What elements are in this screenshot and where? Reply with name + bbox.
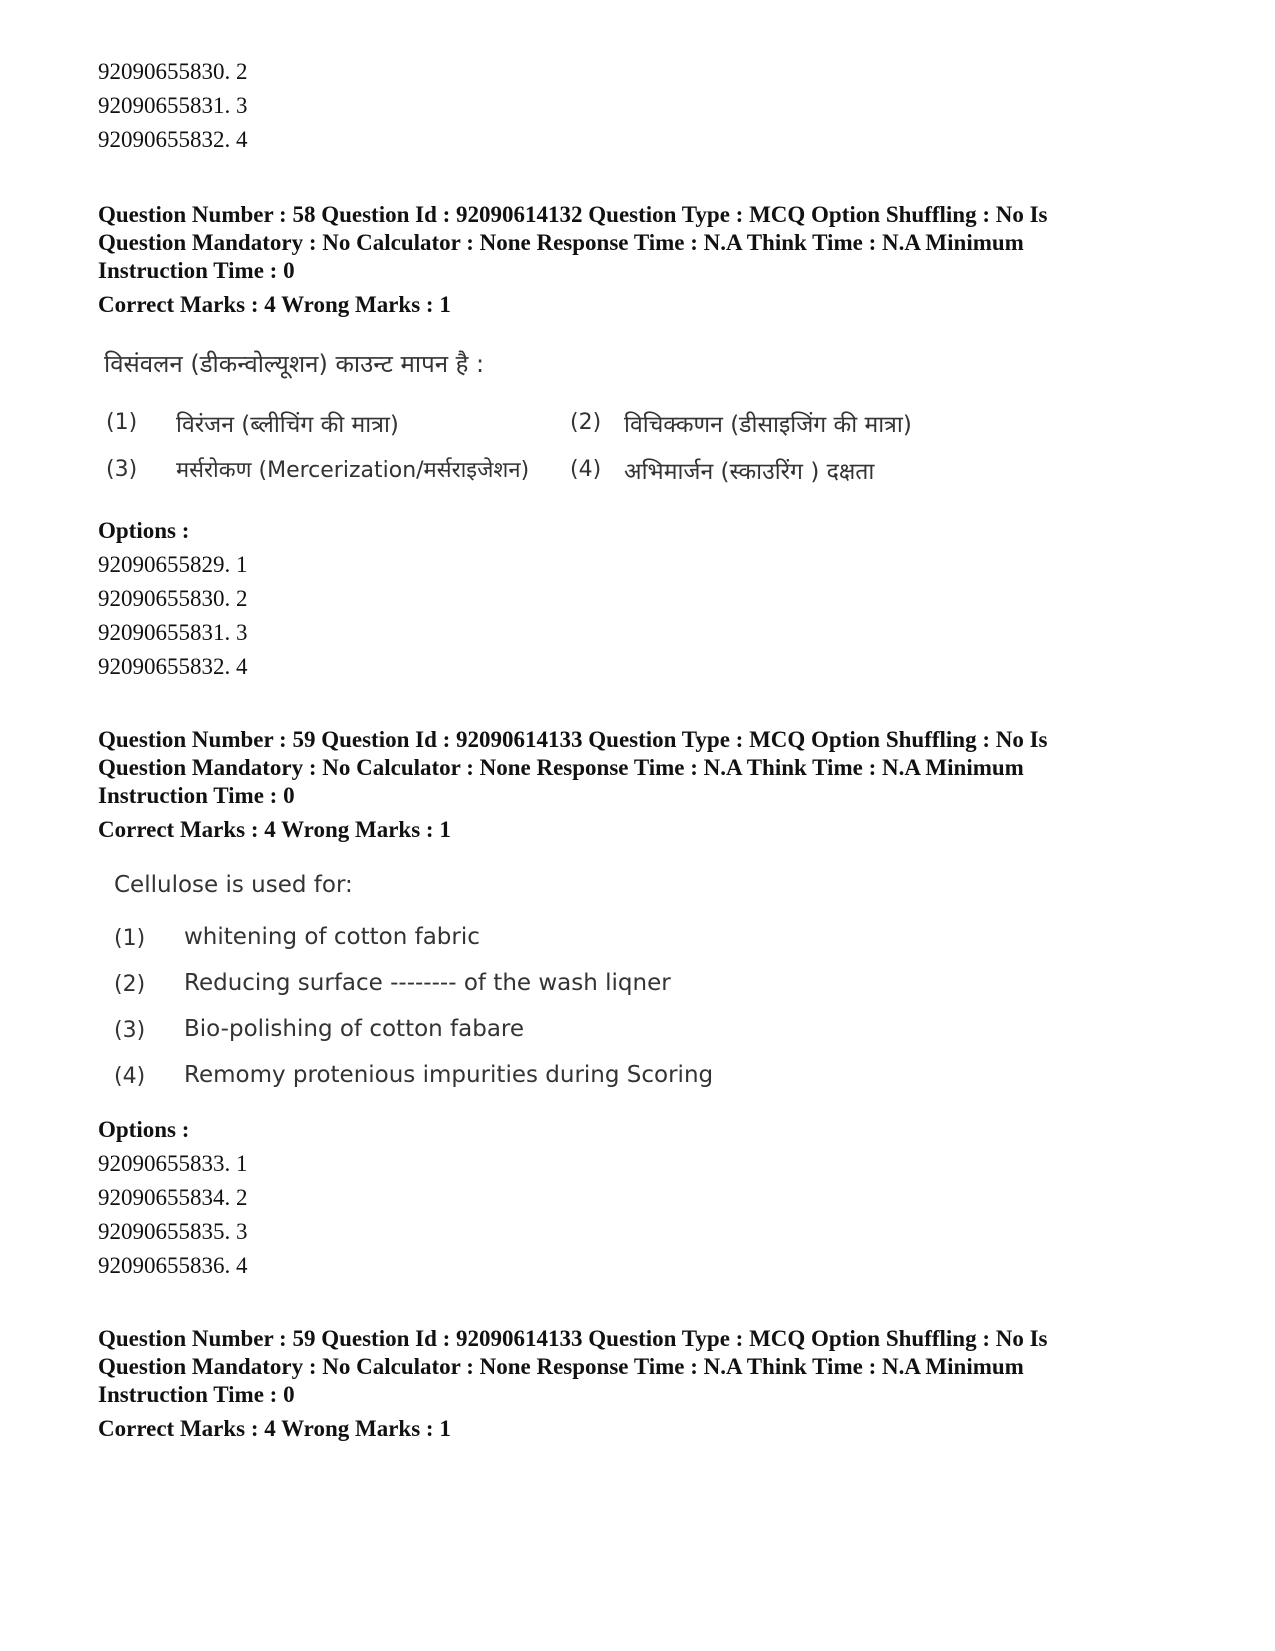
prev-options-list	[98, 55, 1208, 157]
option-line: 92090655830. 2	[98, 586, 248, 611]
document-page	[98, 55, 1208, 1443]
marks-line: Correct Marks : 4 Wrong Marks : 1	[98, 292, 451, 317]
choice-number: (4)	[114, 1064, 146, 1089]
question-block-next	[98, 1325, 1208, 1443]
option-line: 92090655834. 2	[98, 1185, 248, 1210]
question-stem: विसंवलन (डीकन्वोल्यूशन) काउन्ट मापन है :	[104, 350, 485, 378]
option-line: 92090655830. 2	[98, 59, 248, 84]
marks-line: Correct Marks : 4 Wrong Marks : 1	[98, 817, 451, 842]
question-header: Question Number : 59 Question Id : 92090614133 Question Type : MCQ Option Shuffling : No Is Question Mandatory : No Calculator : None Response Time : N.A Think Time : N.A Minimum Instruction Time : 0	[98, 1326, 1048, 1407]
question-header: Question Number : 58 Question Id : 92090614132 Question Type : MCQ Option Shuffling : No Is Question Mandatory : No Calculator : None Response Time : N.A Think Time : N.A Minimum Instruction Time : 0	[98, 202, 1048, 283]
question-stem: Cellulose is used for:	[114, 872, 353, 898]
choice-text: whitening of cotton fabric	[184, 924, 480, 950]
question-block-59	[98, 726, 1208, 1283]
choice-text: Reducing surface -------- of the wash liqner	[184, 970, 671, 996]
option-line: 92090655832. 4	[98, 654, 248, 679]
choice-text: Bio-polishing of cotton fabare	[184, 1016, 525, 1042]
choice-text: मर्सरोकण (Mercerization/मर्सराइजेशन)	[176, 458, 530, 483]
option-line: 92090655835. 3	[98, 1219, 248, 1244]
question-block-58	[98, 201, 1208, 684]
question-content	[98, 319, 1208, 509]
choice-text: Remomy protenious impurities during Scoring	[184, 1062, 714, 1088]
option-line: 92090655829. 1	[98, 552, 248, 577]
choice-number: (4)	[570, 457, 602, 482]
choice-text: विचिक्कणन (डीसाइजिंग की मात्रा)	[624, 412, 912, 438]
choice-number: (3)	[106, 457, 138, 482]
option-line: 92090655836. 4	[98, 1253, 248, 1278]
choice-number: (1)	[114, 926, 146, 951]
options-label: Options :	[98, 518, 190, 543]
option-line: 92090655833. 1	[98, 1151, 248, 1176]
option-line: 92090655831. 3	[98, 620, 248, 645]
question-content	[98, 844, 1208, 1114]
marks-line: Correct Marks : 4 Wrong Marks : 1	[98, 1416, 451, 1441]
choice-text: अभिमार्जन (स्काउरिंग ) दक्षता	[624, 459, 875, 485]
choice-number: (2)	[570, 410, 602, 435]
option-line: 92090655831. 3	[98, 93, 248, 118]
options-list	[98, 548, 1208, 684]
option-line: 92090655832. 4	[98, 127, 248, 152]
choice-number: (3)	[114, 1018, 146, 1043]
question-header: Question Number : 59 Question Id : 92090614133 Question Type : MCQ Option Shuffling : No Is Question Mandatory : No Calculator : None Response Time : N.A Think Time : N.A Minimum Instruction Time : 0	[98, 727, 1048, 808]
options-list	[98, 1147, 1208, 1283]
choice-number: (2)	[114, 972, 146, 997]
options-label: Options :	[98, 1117, 190, 1142]
choice-number: (1)	[106, 410, 138, 435]
choice-text: विरंजन (ब्लीचिंग की मात्रा)	[176, 412, 399, 438]
